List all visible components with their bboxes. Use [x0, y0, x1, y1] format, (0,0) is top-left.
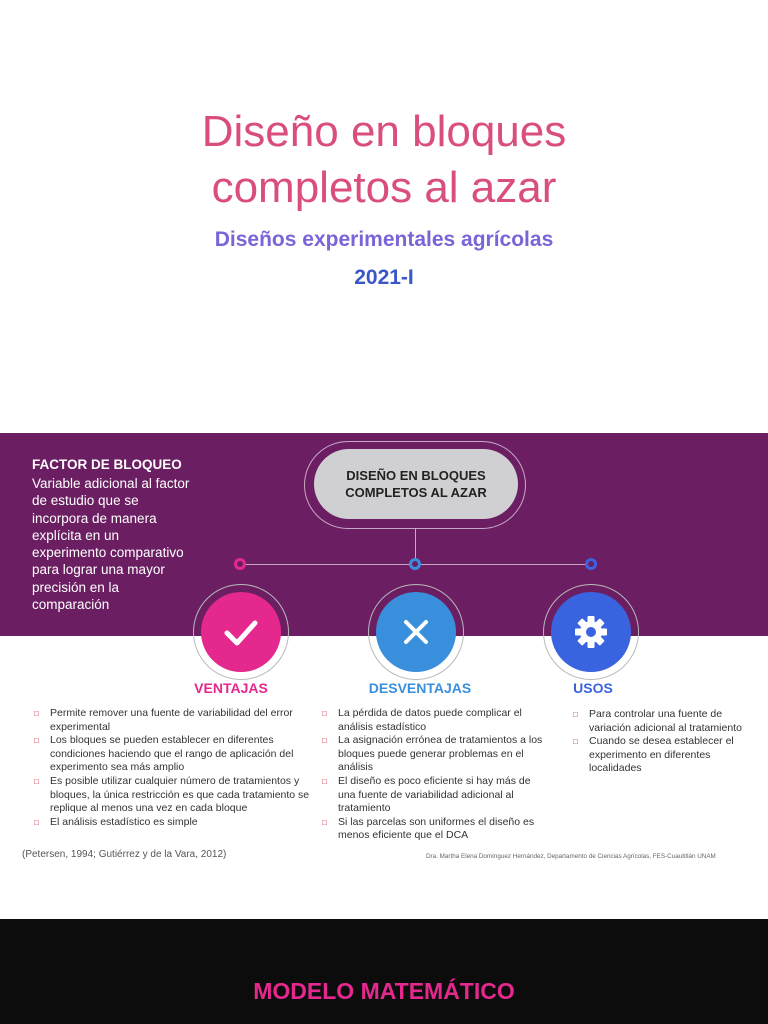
ventajas-heading: VENTAJAS: [194, 680, 268, 696]
list-item: □ Los bloques se pueden establecer en diferentes condiciones haciendo que el rango de aplicación del experimento sea más amplio: [32, 734, 314, 775]
desventajas-circle: [376, 592, 456, 672]
title-line-2: completos al azar: [211, 163, 557, 212]
ventajas-circle: [201, 592, 281, 672]
close-icon: [398, 614, 434, 650]
gear-icon: [572, 613, 610, 651]
desventajas-heading: DESVENTAJAS: [368, 680, 472, 696]
citation: (Petersen, 1994; Gutiérrez y de la Vara, 2012): [22, 849, 227, 860]
center-pill-line-2: COMPLETOS AL AZAR: [345, 485, 487, 500]
usos-list: [571, 708, 749, 776]
factor-heading: FACTOR DE BLOQUEO: [32, 457, 182, 472]
center-pill-line-1: DISEÑO EN BLOQUES: [346, 468, 486, 483]
footer-band: [0, 919, 768, 1024]
usos-circle: [551, 592, 631, 672]
list-item: □ El análisis estadístico es simple: [32, 816, 314, 830]
node-ventajas: [234, 558, 246, 570]
list-item: □ Cuando se desea establecer el experimento en diferentes localidades: [571, 735, 749, 776]
usos-heading: USOS: [573, 680, 613, 696]
subtitle: Diseños experimentales agrícolas: [214, 228, 554, 251]
node-desventajas: [409, 558, 421, 570]
check-icon: [221, 612, 261, 652]
list-item: □ Para controlar una fuente de variación adicional al tratamiento: [571, 708, 749, 735]
list-item: □ El diseño es poco eficiente si hay más de una fuente de variabilidad adicional al tratamiento: [320, 775, 548, 816]
title-line-1: Diseño en bloques: [201, 107, 567, 156]
course-year: 2021-I: [354, 266, 414, 289]
list-item: □ La asignación errónea de tratamientos a los bloques puede generar problemas en el análisis: [320, 734, 548, 775]
ventajas-list: [32, 707, 314, 829]
center-pill: [314, 449, 518, 519]
node-usos: [585, 558, 597, 570]
next-section-title: MODELO MATEMÁTICO: [253, 978, 515, 1004]
author-credit: Dra. Martha Elena Domínguez Hernández, Departamento de Ciencias Agrícolas, FES-Cuautitlán UNAM: [426, 853, 716, 860]
list-item: □ Permite remover una fuente de variabilidad del error experimental: [32, 707, 314, 734]
list-item: □ La pérdida de datos puede complicar el análisis estadístico: [320, 707, 548, 734]
desventajas-list: [320, 707, 548, 843]
list-item: □ Es posible utilizar cualquier número de tratamientos y bloques, la única restricción es que cada tratamiento se replique al menos una vez en cada bloque: [32, 775, 314, 816]
list-item: □ Si las parcelas son uniformes el diseño es menos eficiente que el DCA: [320, 816, 548, 843]
page-title: [0, 104, 768, 216]
factor-definition: Variable adicional al factor de estudio que se incorpora de manera explícita en un experimento comparativo para lograr una mayor precisión en la comparación: [32, 476, 190, 613]
